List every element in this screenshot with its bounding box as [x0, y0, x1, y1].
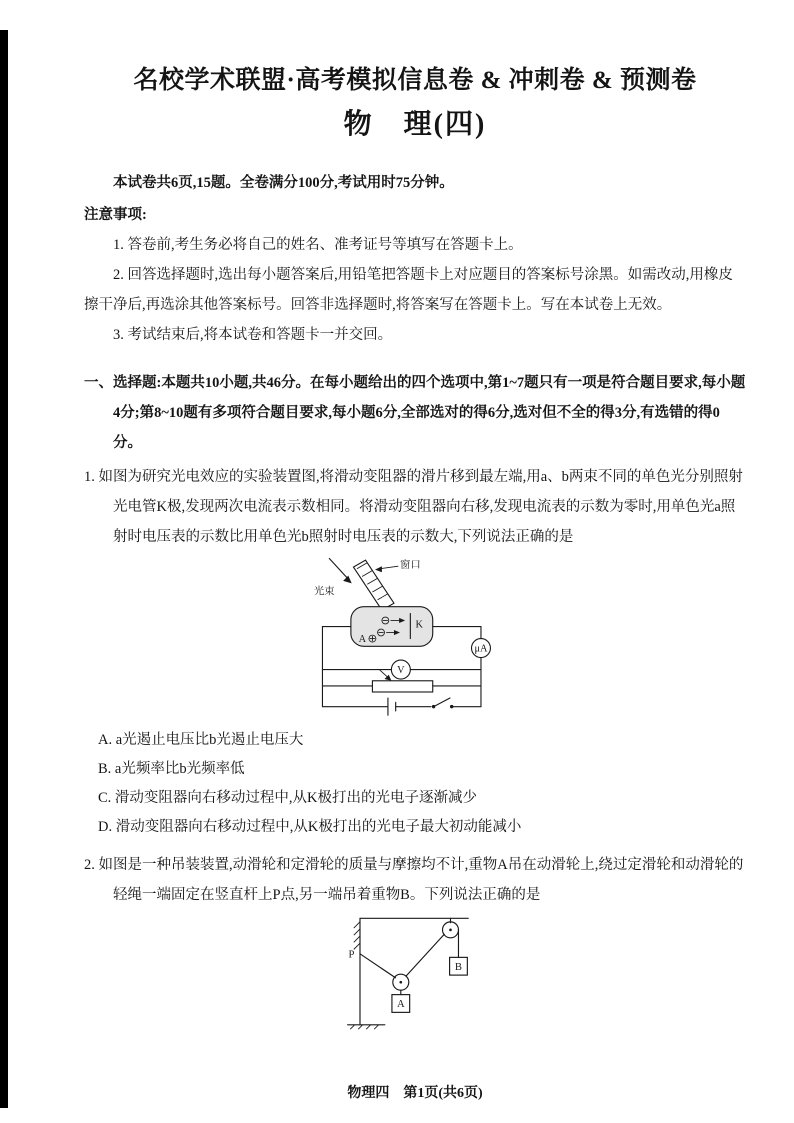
ground-line — [348, 1025, 385, 1029]
question-1-stem: 1. 如图为研究光电效应的实验装置图,将滑动变阻器的滑片移到最左端,用a、b两束不同的单色光分别照射光电管K极,发现两次电流表示数相同。将滑动变阻器向右移,发现电流表的示数为零时,用单色光a照射时电压表的示数比用单色光b照射时电压表的示数大,下列说法正确的是 — [84, 469, 743, 545]
notice-item-1: 1. 答卷前,考生务必将自己的姓名、准考证号等填写在答题卡上。 — [113, 237, 523, 253]
notice-item-3: 3. 考试结束后,将本试卷和答题卡一并交回。 — [113, 327, 393, 343]
section-1-header: 一、选择题:本题共10小题,共46分。在每小题给出的四个选项中,第1~7题只有一项是符合题目要求,每小题4分;第8~10题有多项符合题目要求,每小题6分,全部选对的得6分,选对但不全的得3分,有选错的得0分。 — [84, 375, 746, 451]
ropes — [360, 930, 458, 978]
question-1-option-b: B. a光频率比b光频率低 — [98, 761, 245, 777]
point-p-label: P — [348, 949, 355, 961]
question-1-option-d: D. 滑动变阻器向右移动过程中,从K极打出的光电子最大初动能减小 — [98, 819, 522, 835]
notice-heading: 注意事项: — [84, 207, 147, 223]
question-1-option-a: A. a光遏止电压比b光遏止电压大 — [98, 732, 304, 748]
light-beam-arrow — [329, 558, 351, 583]
cathode-label: K — [415, 619, 423, 631]
page-content — [84, 60, 746, 1034]
fixed-pulley — [443, 918, 459, 938]
subject-title: 物 理(四) — [343, 109, 487, 140]
question-2-figure-wrap — [84, 913, 746, 1031]
microammeter-label: μA — [473, 643, 487, 655]
switch — [431, 698, 453, 708]
question-1-figure-wrap — [84, 555, 746, 723]
pulley-system-figure — [344, 913, 486, 1031]
anode-label: A — [358, 634, 366, 646]
photoelectric-apparatus-figure — [312, 555, 519, 723]
light-beam-label: 光束 — [313, 586, 334, 598]
weight-b-label: B — [454, 961, 463, 973]
exam-intro: 本试卷共6页,15题。全卷满分100分,考试用时75分钟。 — [113, 175, 454, 191]
page-footer: 物理四 第1页(共6页) — [347, 1086, 483, 1101]
window-pointer — [375, 566, 398, 572]
window-label: 窗口 — [399, 559, 421, 571]
scan-edge-strip — [0, 30, 8, 1108]
notice-item-2: 2. 回答选择题时,选出每小题答案后,用铅笔把答题卡上对应题目的答案标号涂黑。如需改动,用橡皮擦干净后,再选涂其他答案标号。回答非选择题时,将答案写在答题卡上。写在本试卷上无效。 — [84, 267, 733, 313]
question-1-option-c: C. 滑动变阻器向右移动过程中,从K极打出的光电子逐渐减少 — [98, 790, 478, 806]
question-2-stem: 2. 如图是一种吊装装置,动滑轮和定滑轮的质量与摩擦均不计,重物A吊在动滑轮上,绕过定滑轮和动滑轮的轻绳一端固定在竖直杆上P点,另一端吊着重物B。下列说法正确的是 — [84, 857, 744, 903]
movable-pulley — [393, 974, 409, 994]
voltmeter-label: V — [396, 665, 405, 677]
battery — [387, 698, 395, 715]
weight-a-label: A — [396, 999, 405, 1011]
exam-title: 名校学术联盟·高考模拟信息卷 & 冲刺卷 & 预测卷 — [133, 67, 697, 94]
vertical-pole — [354, 918, 360, 1024]
